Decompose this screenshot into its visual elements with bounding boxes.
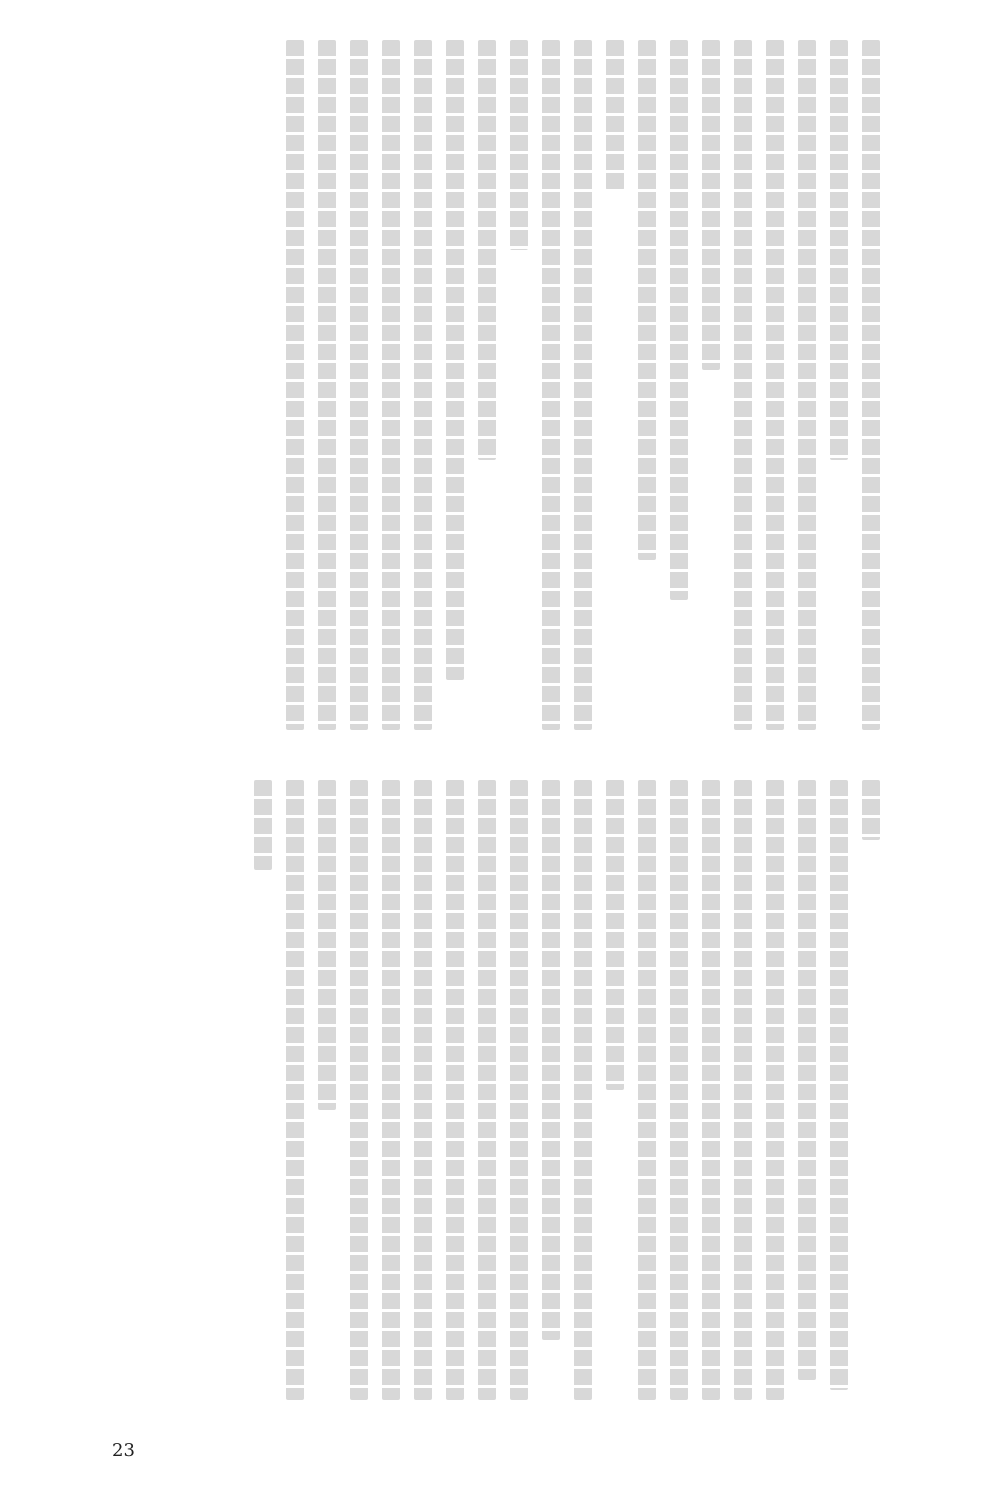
text-column	[446, 780, 464, 1400]
text-column	[382, 40, 400, 730]
text-column	[542, 780, 560, 1340]
text-column	[862, 780, 880, 840]
text-column	[510, 40, 528, 250]
text-column	[638, 40, 656, 560]
text-column	[670, 40, 688, 600]
text-column	[542, 40, 560, 730]
text-column	[574, 40, 592, 730]
text-column	[670, 780, 688, 1400]
text-column	[734, 40, 752, 730]
text-column	[606, 780, 624, 1090]
text-column	[702, 40, 720, 370]
text-column	[830, 780, 848, 1390]
upper-text-block	[286, 40, 880, 730]
text-column	[350, 780, 368, 1400]
text-column	[766, 780, 784, 1400]
text-column	[702, 780, 720, 1400]
text-column	[254, 780, 272, 870]
text-column	[862, 40, 880, 730]
lower-text-block	[254, 780, 880, 1400]
text-column	[798, 780, 816, 1380]
text-column	[478, 780, 496, 1400]
text-column	[414, 780, 432, 1400]
text-column	[830, 40, 848, 460]
text-column	[286, 40, 304, 730]
text-column	[382, 780, 400, 1400]
text-column	[798, 40, 816, 730]
text-column	[606, 40, 624, 190]
page-number: 23	[112, 1440, 135, 1461]
text-column	[478, 40, 496, 460]
text-column	[286, 780, 304, 1400]
text-column	[734, 780, 752, 1400]
text-column	[638, 780, 656, 1400]
text-column	[766, 40, 784, 730]
text-column	[414, 40, 432, 730]
text-column	[446, 40, 464, 680]
text-column	[350, 40, 368, 730]
text-column	[318, 780, 336, 1110]
text-column	[574, 780, 592, 1400]
text-column	[318, 40, 336, 730]
text-column	[510, 780, 528, 1400]
